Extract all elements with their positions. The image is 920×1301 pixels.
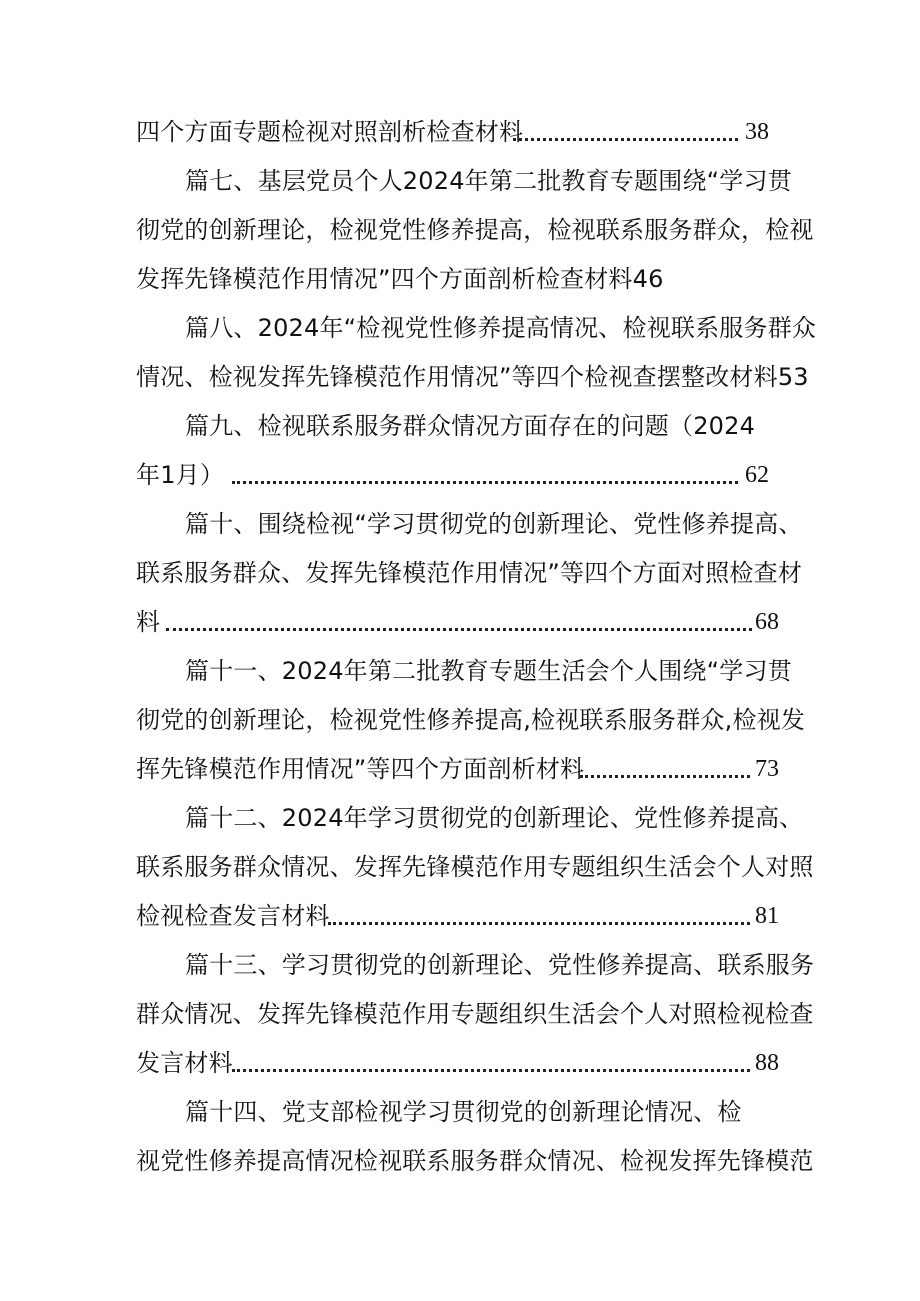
toc-page-number: 68 xyxy=(755,609,779,635)
toc-entry-line: 检视检查发言材料 xyxy=(136,902,330,930)
toc-page-number: 81 xyxy=(755,903,779,929)
toc-entry-line: 联系服务群众、发挥先锋模范作用情况”等四个方面对照检查材 xyxy=(136,559,803,587)
toc-entry-line: 联系服务群众情况、发挥先锋模范作用专题组织生活会个人对照 xyxy=(136,853,814,881)
toc-entry-line: 篇十、围绕检视“学习贯彻党的创新理论、党性修养提高、 xyxy=(185,510,803,538)
toc-page-number: 73 xyxy=(755,756,779,782)
toc-entry-line: 发言材料 xyxy=(136,1049,233,1077)
toc-entry-line: 篇十二、2024年学习贯彻党的创新理论、党性修养提高、 xyxy=(185,804,804,832)
dot-leader xyxy=(513,134,738,141)
dot-leader xyxy=(328,918,750,925)
toc-page-number: 88 xyxy=(755,1050,779,1076)
toc-entry-line: 年1月） xyxy=(136,461,225,489)
dot-leader xyxy=(232,1065,750,1072)
toc-entry-line: 篇八、2024年“检视党性修养提高情况、检视联系服务群众 xyxy=(185,314,817,342)
toc-entry-line: 彻党的创新理论，检视党性修养提高,检视联系服务群众,检视发 xyxy=(136,706,806,734)
toc-entry-line: 彻党的创新理论，检视党性修养提高，检视联系服务群众，检视 xyxy=(136,216,814,244)
dot-leader xyxy=(232,477,738,484)
toc-entry-line: 群众情况、发挥先锋模范作用专题组织生活会个人对照检视检查 xyxy=(136,1000,814,1028)
toc-entry-line: 篇七、基层党员个人2024年第二批教育专题围绕“学习贯 xyxy=(185,167,792,195)
toc-entry-line: 情况、检视发挥先锋模范作用情况”等四个检视查摆整改材料53 xyxy=(136,363,809,391)
toc-entry-line: 篇十三、学习贯彻党的创新理论、党性修养提高、联系服务 xyxy=(185,951,815,979)
toc-entry-line: 发挥先锋模范作用情况”四个方面剖析检查材料46 xyxy=(136,265,664,293)
toc-entry-line: 视党性修养提高情况检视联系服务群众情况、检视发挥先锋模范 xyxy=(136,1147,814,1175)
toc-entry-line: 四个方面专题检视对照剖析检查材料 xyxy=(136,118,524,146)
toc-entry-line: 挥先锋模范作用情况”等四个方面剖析材料 xyxy=(136,755,585,783)
toc-entry-line: 篇十一、2024年第二批教育专题生活会个人围绕“学习贯 xyxy=(185,657,792,685)
toc-entry-line: 篇九、检视联系服务群众情况方面存在的问题（2024 xyxy=(185,412,756,440)
dot-leader xyxy=(166,624,752,631)
toc-page-number: 38 xyxy=(745,119,769,145)
toc-page-number: 62 xyxy=(745,462,769,488)
toc-entry-line: 料 xyxy=(136,608,161,636)
toc-entry-line: 篇十四、党支部检视学习贯彻党的创新理论情况、检 xyxy=(185,1098,742,1126)
dot-leader xyxy=(580,771,750,778)
